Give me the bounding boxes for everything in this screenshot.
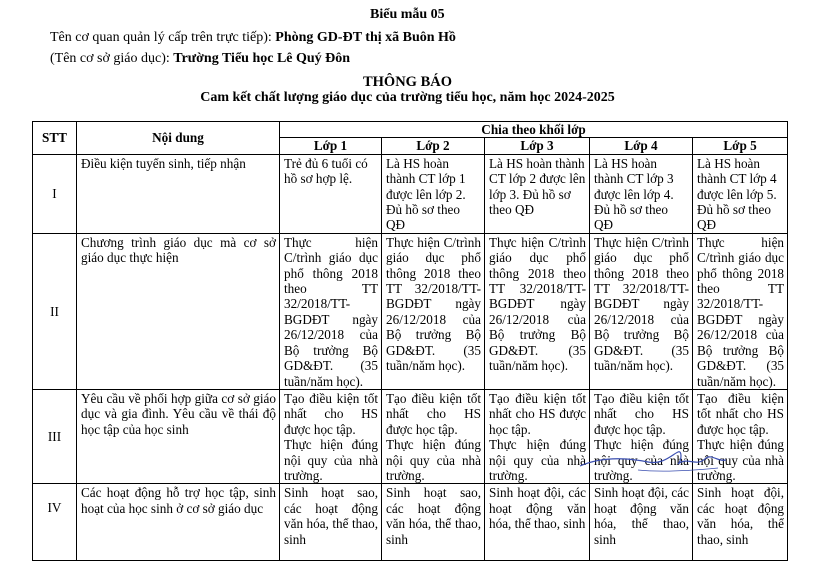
row-cell: Là HS hoàn thành CT lớp 1 được lên lớp 2. Đủ hồ sơ theo QĐ	[382, 154, 485, 233]
cell-paragraph: Thực hiện đúng nội quy của nhà trường.	[489, 437, 586, 483]
row-stt: II	[33, 233, 77, 389]
agency-name: Phòng GD-ĐT thị xã Buôn Hồ	[275, 30, 456, 45]
school-name: Trường Tiểu học Lê Quý Đôn	[173, 51, 351, 66]
row-content: Điều kiện tuyển sinh, tiếp nhận	[77, 154, 280, 233]
cell-paragraph: Thực hiện đúng nội quy của nhà trường.	[284, 437, 378, 483]
agency-label: Tên cơ quan quản lý cấp trên trực tiếp):	[50, 30, 272, 45]
row-cell: Là HS hoàn thành CT lớp 3 được lên lớp 4. Đủ hồ sơ theo QĐ	[590, 154, 693, 233]
row-cell: Sinh hoạt đội, các hoạt động văn hóa, thể thao, sinh	[590, 484, 693, 561]
header-grade-3: Lớp 3	[485, 138, 590, 154]
row-cell: Thực hiện C/trình giáo dục phổ thông 2018 theo TT 32/2018/TT-BGDĐT ngày 26/12/2018 của Bộ trưởng Bộ GD&ĐT. (35 tuần/năm học).	[382, 233, 485, 389]
row-cell: Thực hiện C/trình giáo dục phổ thông 2018 theo TT 32/2018/TT-BGDĐT ngày 26/12/2018 của Bộ trưởng Bộ GD&ĐT. (35 tuần/năm học).	[693, 233, 788, 389]
row-cell	[485, 389, 590, 483]
cell-paragraph: Tạo điều kiện tốt nhất cho HS được học tập.	[697, 390, 785, 437]
notice-title: THÔNG BÁO	[362, 74, 453, 90]
header-grade-2: Lớp 2	[382, 138, 485, 154]
table-row	[33, 154, 788, 233]
signature-scribble	[578, 446, 728, 476]
row-content: Chương trình giáo dục mà cơ sở giáo dục thực hiện	[77, 233, 280, 389]
header-stt: STT	[33, 122, 77, 155]
cell-paragraph: Thực hiện đúng nội quy của nhà trường.	[386, 437, 481, 483]
row-stt: I	[33, 154, 77, 233]
cell-paragraph: Thực hiện đúng nội quy của nhà trường.	[594, 437, 689, 483]
row-cell: Thực hiện C/trình giáo dục phổ thông 2018 theo TT 32/2018/TT-BGDĐT ngày 26/12/2018 của Bộ trưởng Bộ GD&ĐT. (35 tuần/năm học).	[280, 233, 382, 389]
cell-paragraph: Tạo điều kiện tốt nhất cho HS được học tập.	[386, 390, 481, 437]
header-content: Nội dung	[77, 122, 280, 155]
row-cell: Trẻ đủ 6 tuổi có hồ sơ hợp lệ.	[280, 154, 382, 233]
header-grade-1: Lớp 1	[280, 138, 382, 154]
row-cell	[382, 389, 485, 483]
row-stt: III	[33, 389, 77, 483]
notice-subtitle: Cam kết chất lượng giáo dục của trường tiểu học, năm học 2024-2025	[200, 90, 615, 105]
cell-paragraph: Tạo điều kiện tốt nhất cho HS được học tập.	[489, 390, 586, 437]
school-label: (Tên cơ sở giáo dục):	[50, 51, 170, 66]
header-grade-group: Chia theo khối lớp	[280, 122, 788, 138]
row-cell: Thực hiện C/trình giáo dục phổ thông 2018 theo TT 32/2018/TT-BGDĐT ngày 26/12/2018 của Bộ trưởng Bộ GD&ĐT. (35 tuần/năm học).	[590, 233, 693, 389]
form-label: Biểu mẫu 05	[370, 7, 445, 22]
table-row	[33, 233, 788, 389]
commitment-table	[32, 121, 788, 561]
row-cell: Sinh hoạt đội, các hoạt động văn hóa, thể thao, sinh	[485, 484, 590, 561]
cell-paragraph: Tạo điều kiện tốt nhất cho HS được học tập.	[594, 390, 689, 437]
row-content: Yêu cầu về phối hợp giữa cơ sở giáo dục và gia đình. Yêu cầu về thái độ học tập của học sinh	[77, 389, 280, 483]
row-cell: Là HS hoàn thành CT lớp 4 được lên lớp 5. Đủ hồ sơ theo QĐ	[693, 154, 788, 233]
header-grade-5: Lớp 5	[693, 138, 788, 154]
agency-line	[50, 30, 456, 46]
row-cell: Sinh hoạt sao, các hoạt động văn hóa, thể thao, sinh	[280, 484, 382, 561]
row-cell: Là HS hoàn thành CT lớp 2 được lên lớp 3. Đủ hồ sơ theo QĐ	[485, 154, 590, 233]
row-content: Các hoạt động hỗ trợ học tập, sinh hoạt của học sinh ở cơ sở giáo dục	[77, 484, 280, 561]
cell-paragraph: Thực hiện đúng nội quy của nhà trường.	[697, 437, 785, 483]
row-cell	[280, 389, 382, 483]
table-row	[33, 484, 788, 561]
row-cell: Sinh hoạt đội, các hoạt động văn hóa, thể thao, sinh	[693, 484, 788, 561]
row-cell: Sinh hoạt sao, các hoạt động văn hóa, thể thao, sinh	[382, 484, 485, 561]
header-grade-4: Lớp 4	[590, 138, 693, 154]
school-line	[50, 51, 350, 67]
row-cell: Thực hiện C/trình giáo dục phổ thông 2018 theo TT 32/2018/TT-BGDĐT ngày 26/12/2018 của Bộ trưởng Bộ GD&ĐT. (35 tuần/năm học).	[485, 233, 590, 389]
row-stt: IV	[33, 484, 77, 561]
cell-paragraph: Tạo điều kiện tốt nhất cho HS được học tập.	[284, 390, 378, 437]
